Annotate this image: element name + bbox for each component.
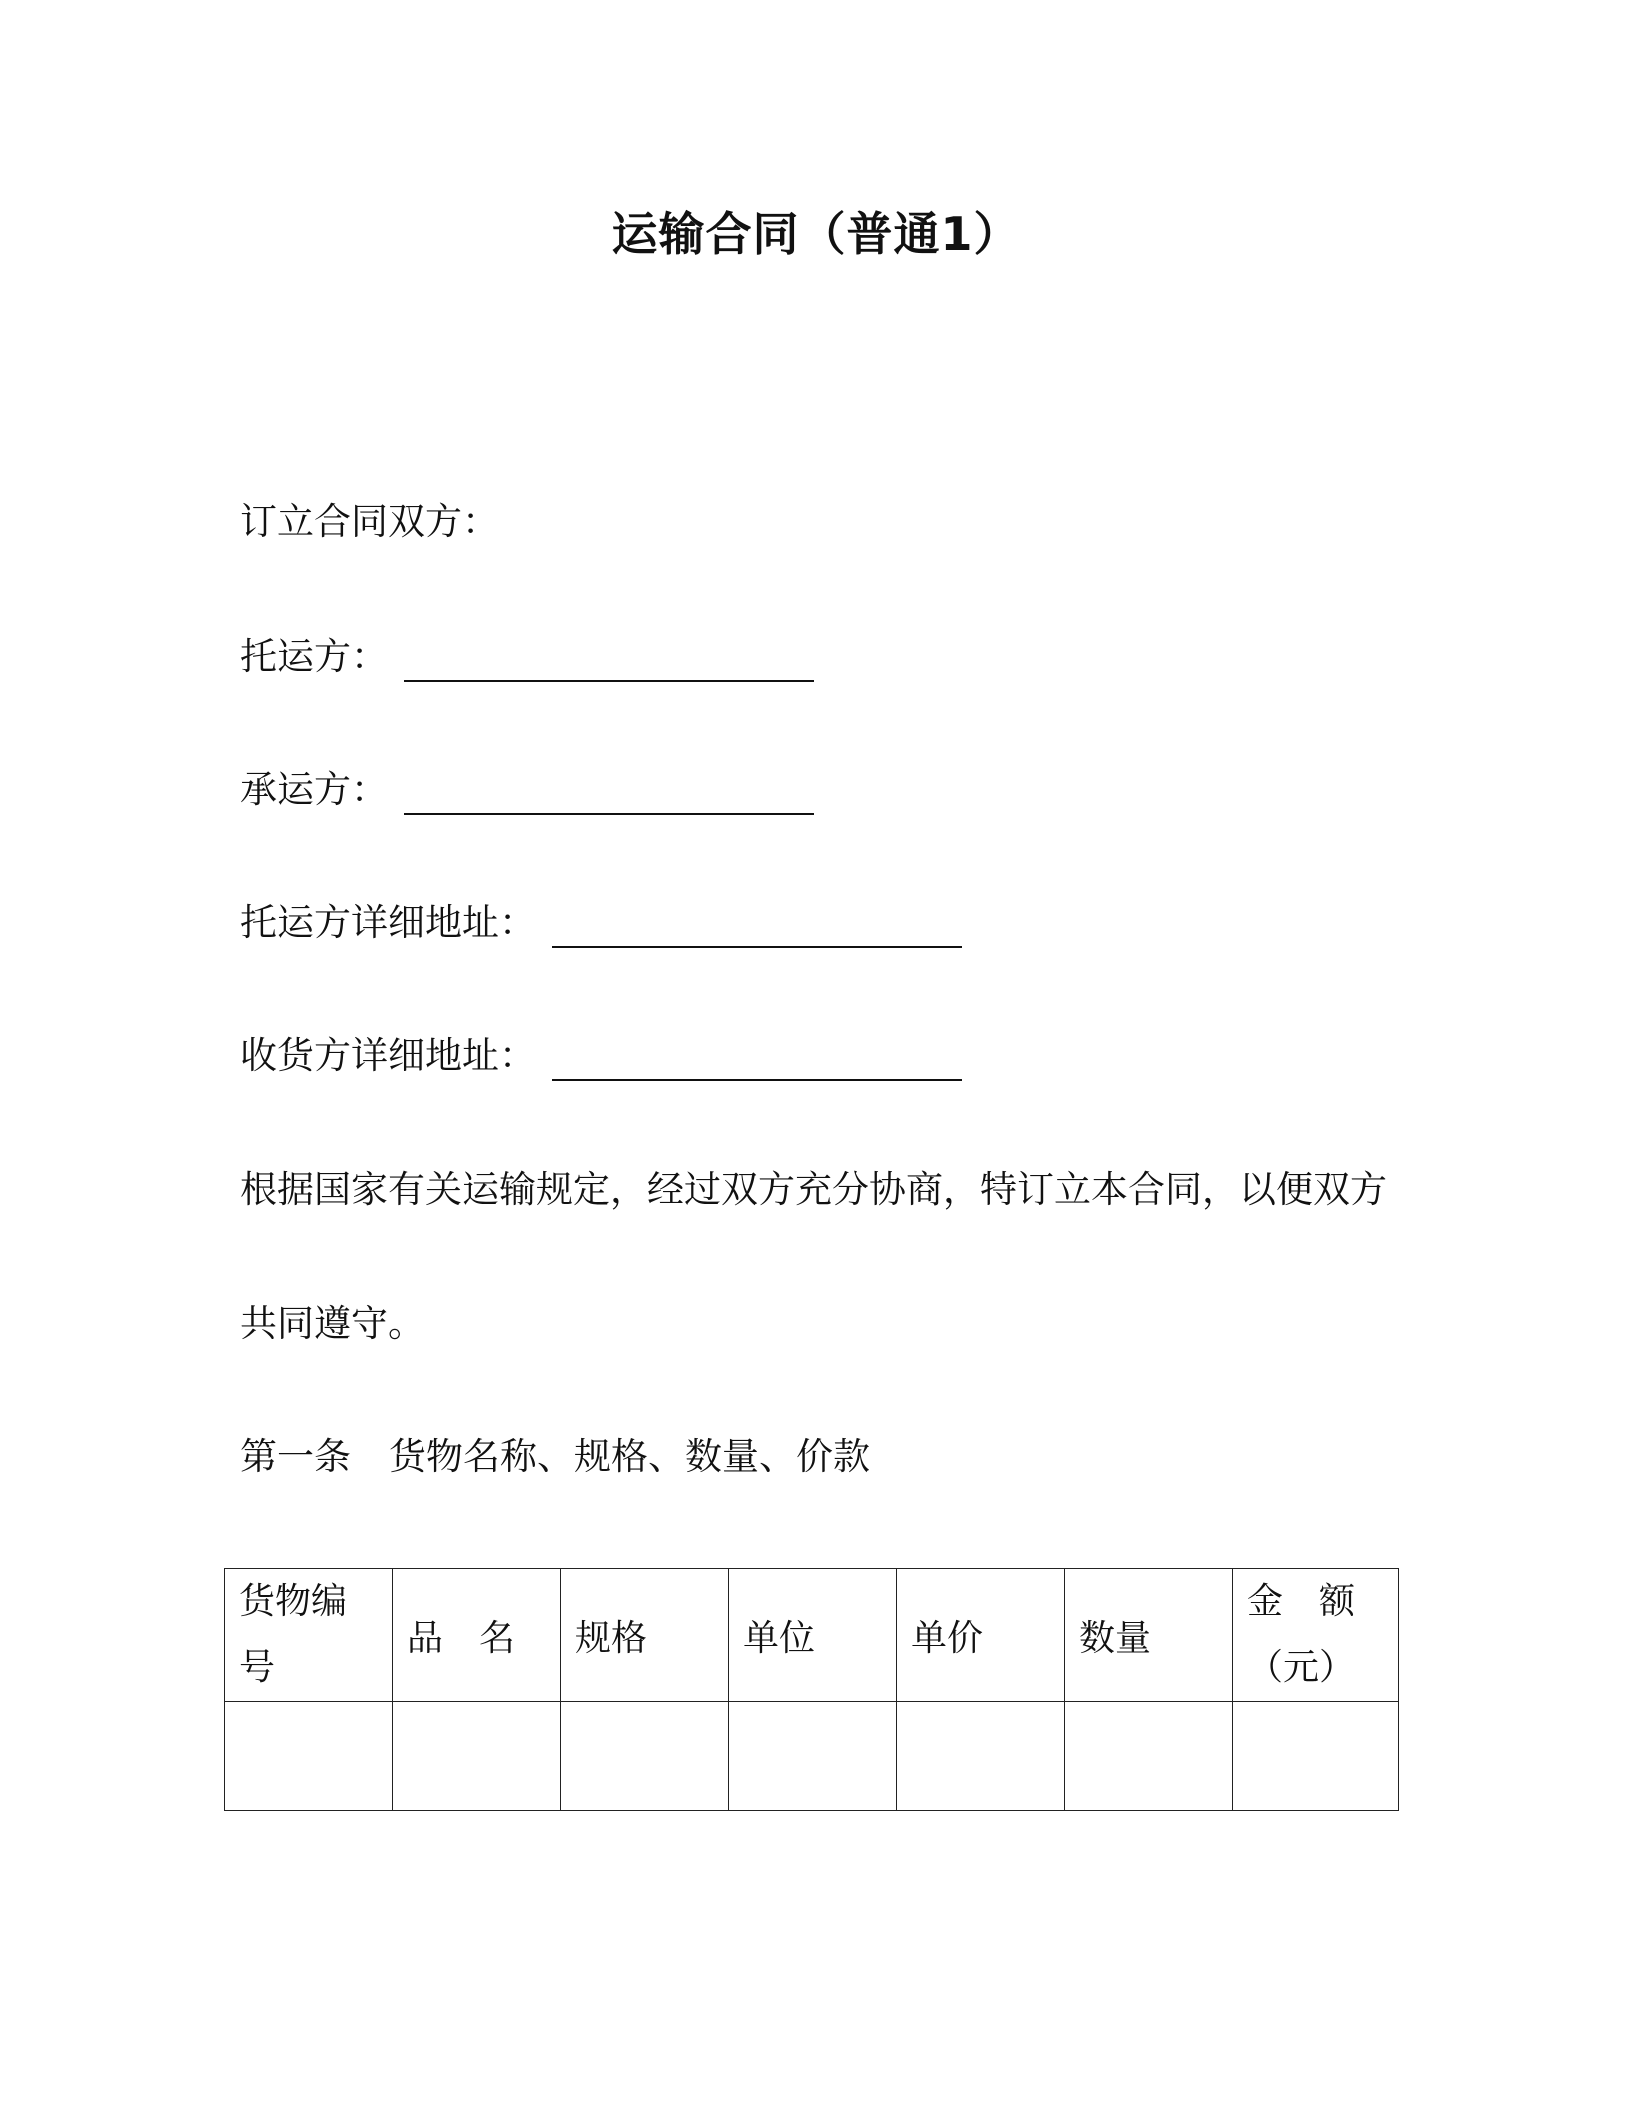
consignee-address-field: [240, 1031, 962, 1081]
table-cell[interactable]: [729, 1702, 897, 1811]
carrier-blank-line[interactable]: [404, 773, 814, 815]
table-cell[interactable]: [897, 1702, 1065, 1811]
header-cell-quantity: 数量: [1065, 1569, 1233, 1702]
table-header-row: [225, 1569, 1399, 1702]
header-cell-product-name: 品 名: [393, 1569, 561, 1702]
table-cell[interactable]: [1065, 1702, 1233, 1811]
carrier-field: [240, 765, 814, 815]
shipper-blank-line[interactable]: [404, 640, 814, 682]
shipper-label: 托运方：: [240, 635, 388, 678]
header-cell-unit: 单位: [729, 1569, 897, 1702]
shipper-field: [240, 632, 814, 682]
shipper-address-blank-line[interactable]: [552, 906, 962, 948]
preamble-line-1: 根据国家有关运输规定，经过双方充分协商，特订立本合同，以便双方: [240, 1168, 1387, 1211]
consignee-address-blank-line[interactable]: [552, 1039, 962, 1081]
article-1-heading: [240, 1432, 870, 1482]
shipper-address-field: [240, 898, 962, 948]
table-row: [225, 1702, 1399, 1811]
table-cell[interactable]: [561, 1702, 729, 1811]
header-cell-unit-price: 单价: [897, 1569, 1065, 1702]
parties-heading: 订立合同双方：: [240, 500, 499, 543]
carrier-label: 承运方：: [240, 768, 388, 811]
preamble-line-2: 共同遵守。: [240, 1302, 425, 1345]
table-cell[interactable]: [225, 1702, 393, 1811]
header-cell-amount: 金 额（元）: [1233, 1569, 1399, 1702]
document-title: 运输合同（普通1）: [611, 207, 1021, 261]
header-cell-specification: 规格: [561, 1569, 729, 1702]
goods-table: [224, 1568, 1399, 1811]
consignee-address-label: 收货方详细地址：: [240, 1034, 536, 1077]
header-cell-goods-number: 货物编号: [225, 1569, 393, 1702]
shipper-address-label: 托运方详细地址：: [240, 901, 536, 944]
article-1-number: 第一条: [240, 1435, 351, 1478]
table-cell[interactable]: [393, 1702, 561, 1811]
table-cell[interactable]: [1233, 1702, 1399, 1811]
article-1-title: 货物名称、规格、数量、价款: [389, 1435, 870, 1478]
